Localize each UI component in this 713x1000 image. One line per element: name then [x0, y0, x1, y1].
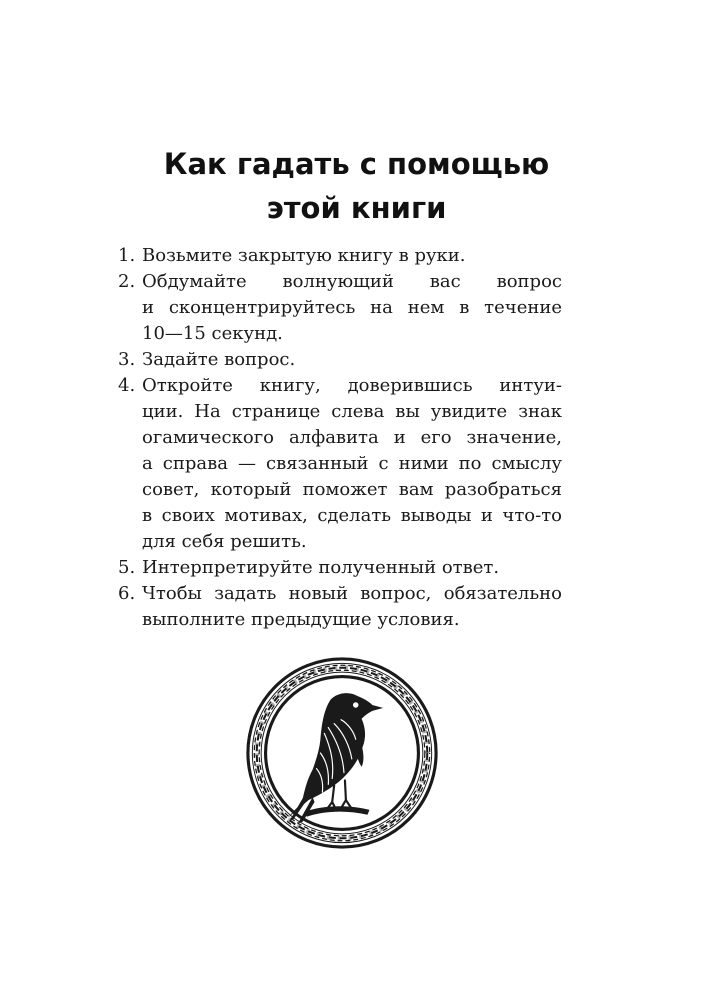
- instruction-line: Интерпретируйте полученный ответ.: [142, 557, 500, 578]
- instruction-number: 6.: [118, 583, 136, 604]
- page-title-line-2: этой книги: [266, 191, 447, 225]
- instruction-number: 1.: [118, 245, 136, 266]
- instruction-item-3: [118, 347, 562, 373]
- instruction-number: 2.: [118, 271, 136, 292]
- instruction-line: Чтобы задать новый вопрос, обязательно: [142, 583, 562, 604]
- instruction-item-6: [118, 581, 562, 633]
- instruction-line: выполните предыдущие условия.: [142, 609, 460, 630]
- instruction-line: 10—15 секунд.: [142, 323, 283, 344]
- raven-icon: [288, 693, 383, 823]
- instruction-line: совет, который поможет вам разобраться: [142, 479, 562, 500]
- instruction-line: Возьмите закрытую книгу в руки.: [142, 245, 466, 266]
- instruction-item-2: [118, 269, 562, 347]
- instructions-list: [118, 243, 562, 633]
- instruction-item-4: [118, 373, 562, 555]
- instruction-number: 4.: [118, 375, 136, 396]
- instruction-number: 3.: [118, 349, 136, 370]
- instruction-line: Откройте книгу, доверившись интуи-: [142, 375, 562, 396]
- instruction-line: для себя решить.: [142, 531, 307, 552]
- page-title-line-1: Как гадать с помощью: [163, 147, 550, 181]
- instruction-line: в своих мотивах, сделать выводы и что-то: [142, 505, 562, 526]
- instruction-line: Обдумайте волнующий вас вопрос: [142, 271, 562, 292]
- instruction-line: ции. На странице слева вы увидите знак: [142, 401, 562, 422]
- instruction-item-1: [118, 243, 562, 269]
- raven-emblem-icon: [244, 655, 440, 851]
- instruction-line: огамического алфавита и его значение,: [142, 427, 562, 448]
- instruction-line: Задайте вопрос.: [142, 349, 296, 370]
- instruction-item-5: [118, 555, 562, 581]
- instruction-line: и сконцентрируйтесь на нем в течение: [142, 297, 562, 318]
- instruction-line: а справа — связанный с ними по смыслу: [142, 453, 562, 474]
- instruction-number: 5.: [118, 557, 136, 578]
